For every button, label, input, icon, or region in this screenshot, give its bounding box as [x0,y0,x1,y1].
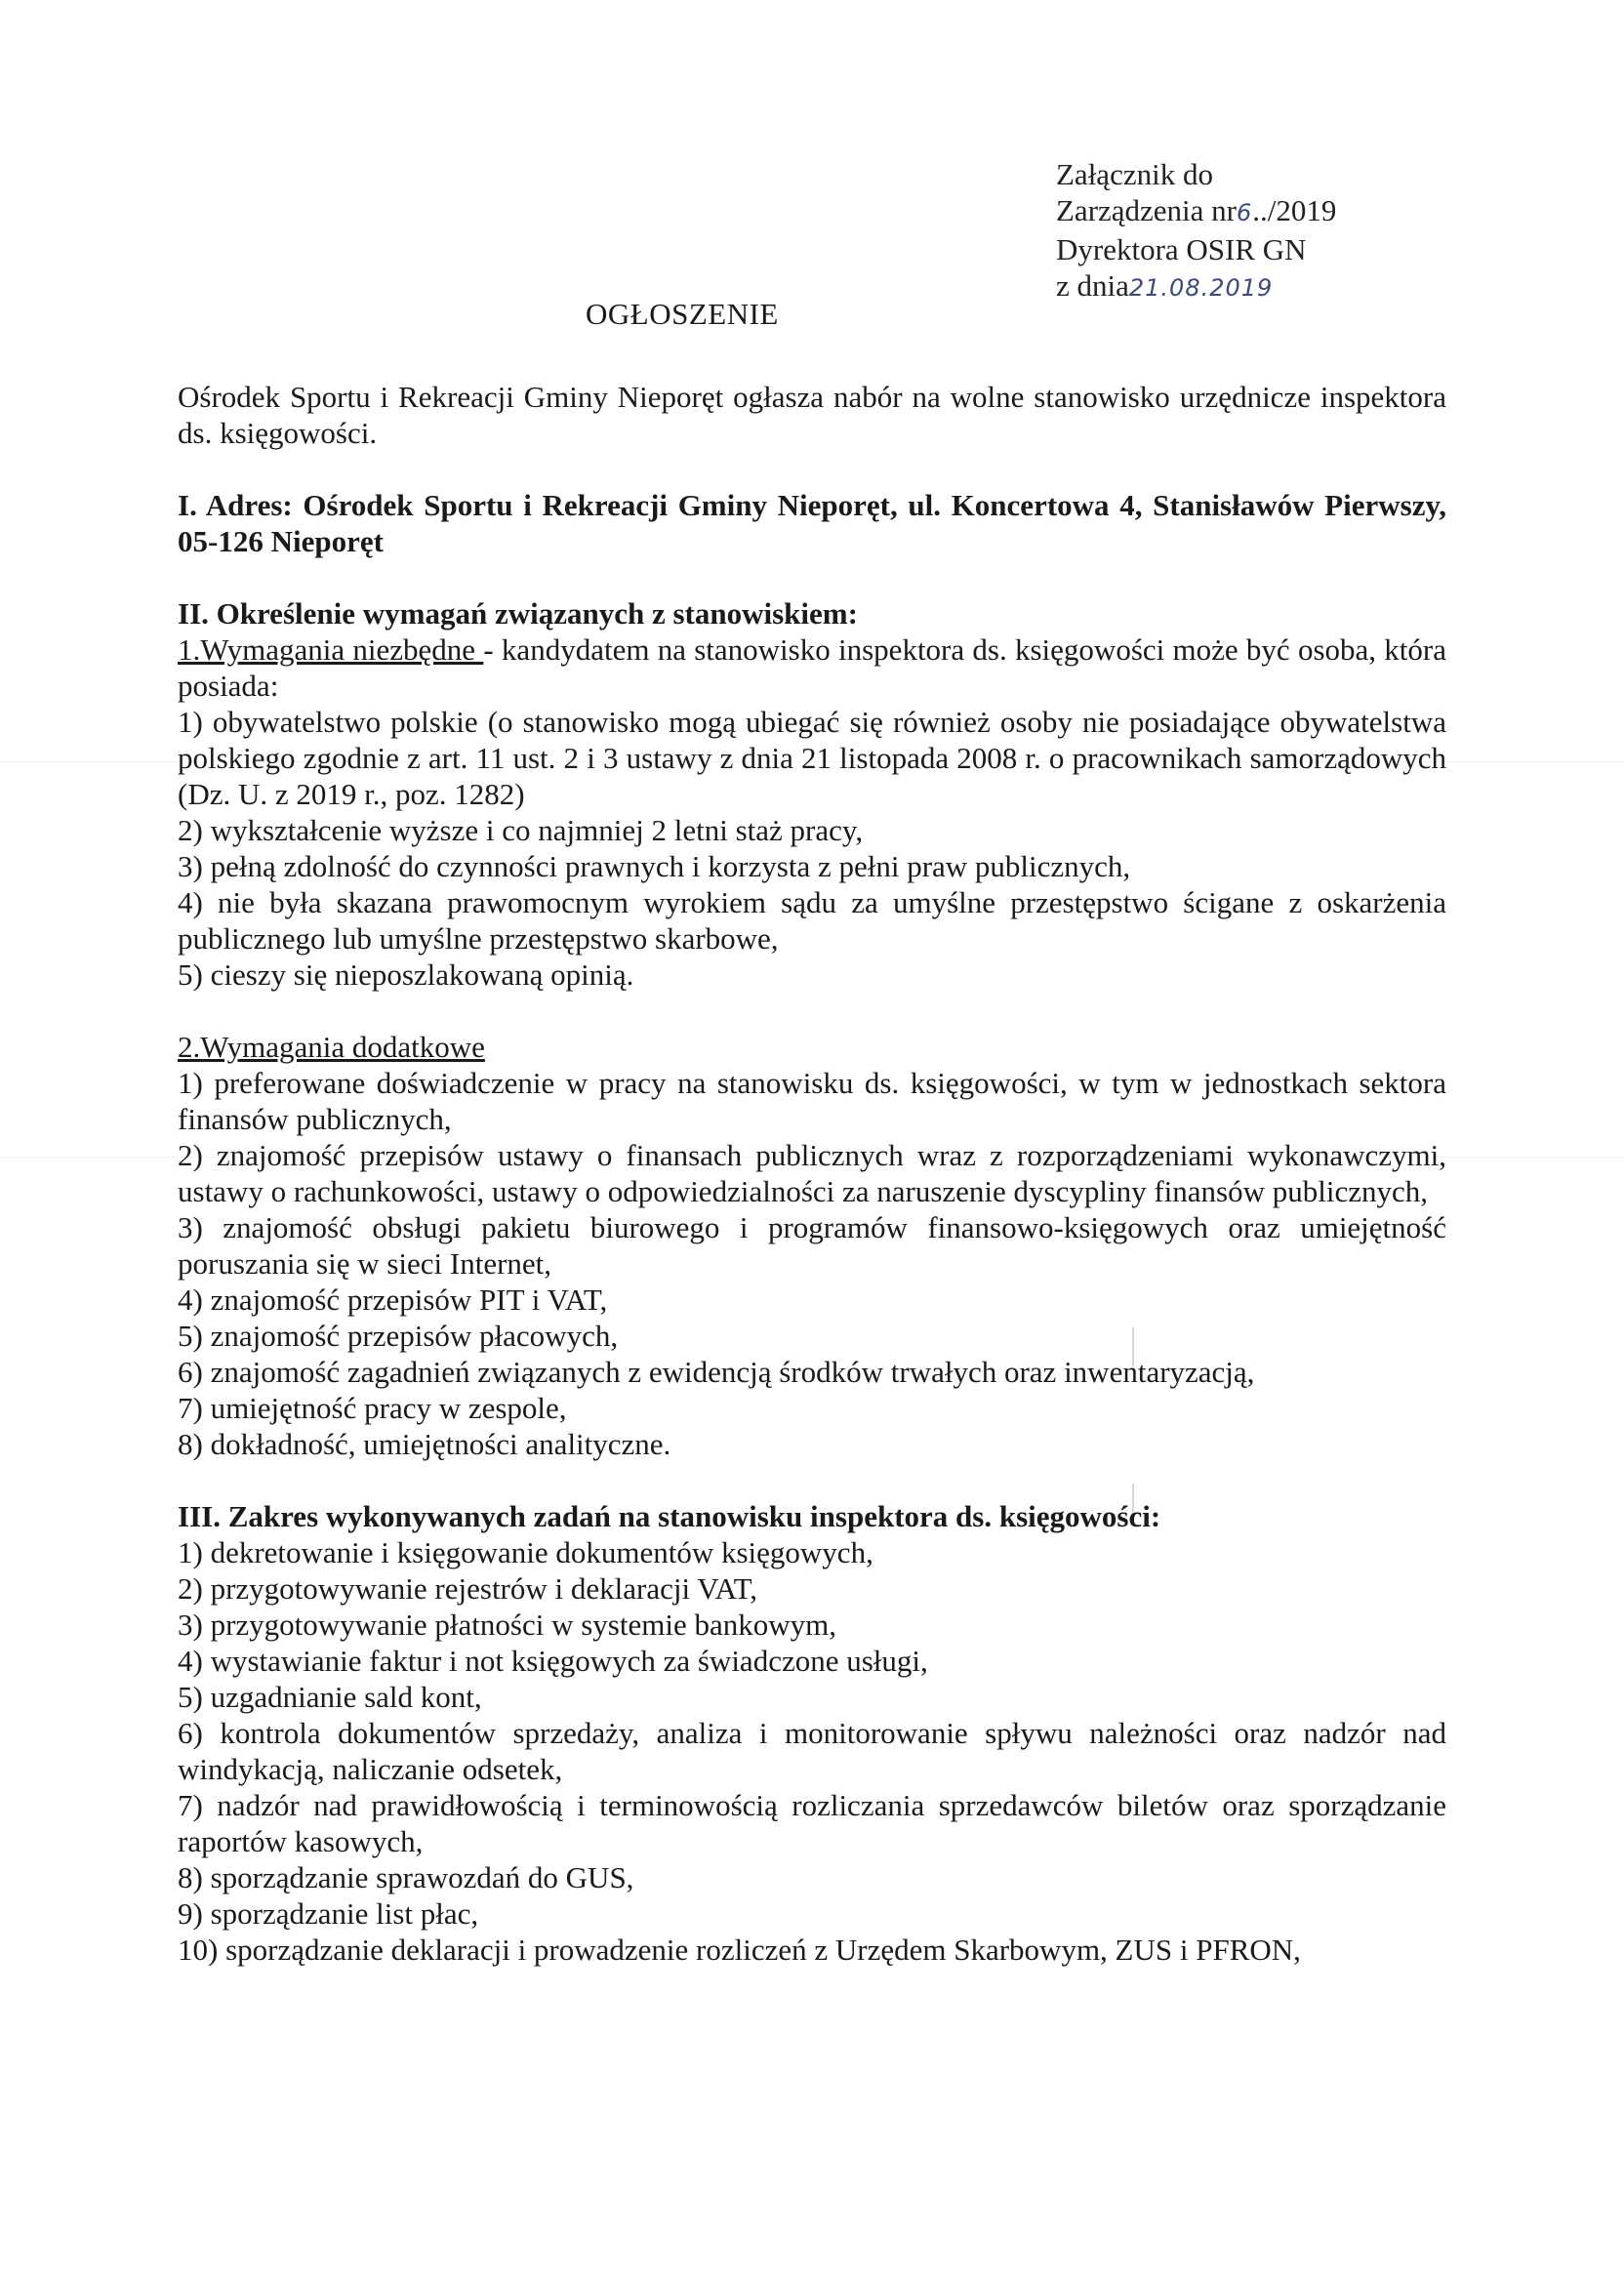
list-item: 2) wykształcenie wyższe i co najmniej 2 letni staż pracy, [178,813,864,847]
attachment-line-3: Dyrektora OSIR GN [1056,232,1307,266]
list-item: 6) kontrola dokumentów sprzedaży, analiza i monitorowanie spływu należności oraz nadzór nad windykacją, naliczanie odsetek, [178,1716,1446,1786]
section-2-heading: II. Określenie wymagań związanych z stanowiskiem: [178,596,858,631]
list-item: 3) przygotowywanie płatności w systemie bankowym, [178,1608,836,1642]
list-item: 5) uzgadnianie sald kont, [178,1680,482,1714]
list-item: 5) cieszy się nieposzlakowaną opinią. [178,957,634,992]
attachment-note [1056,156,1336,306]
list-item: 6) znajomość zagadnień związanych z ewidencją środków trwałych oraz inwentaryzacją, [178,1355,1255,1389]
list-item: 4) nie była skazana prawomocnym wyrokiem sądu za umyślne przestępstwo ścigane z oskarżenia publicznego lub umyślne przestępstwo skarbowe, [178,885,1446,956]
list-item: 3) znajomość obsługi pakietu biurowego i programów finansowo-księgowych oraz umiejętność poruszania się w sieci Internet, [178,1210,1446,1281]
list-item: 2) znajomość przepisów ustawy o finansach publicznych wraz z rozporządzeniami wykonawczymi, ustawy o rachunkowości, ustawy o odpowiedzialności za naruszenie dyscypliny finansów publicznych, [178,1138,1446,1208]
document-body [178,379,1446,1968]
section-1-address: I. Adres: Ośrodek Sportu i Rekreacji Gminy Nieporęt, ul. Koncertowa 4, Stanisławów Pierwszy, 05-126 Nieporęt [178,488,1446,558]
list-item: 4) znajomość przepisów PIT i VAT, [178,1282,608,1317]
list-item: 9) sporządzanie list płac, [178,1896,479,1931]
additional-label: 2.Wymagania dodatkowe [178,1030,485,1064]
list-item: 3) pełną zdolność do czynności prawnych i korzysta z pełni praw publicznych, [178,849,1131,883]
list-item: 1) dekretowanie i księgowanie dokumentów księgowych, [178,1535,873,1569]
list-item: 8) sporządzanie sprawozdań do GUS, [178,1860,634,1894]
list-item: 1) obywatelstwo polskie (o stanowisko mogą ubiegać się również osoby nie posiadające obywatelstwa polskiego zgodnie z art. 11 ust. 2 i 3 ustawy z dnia 21 listopada 2008 r. o pracownikach samorządowych (Dz. U. z 2019 r., poz. 1282) [178,705,1446,811]
required-intro [178,631,1446,704]
list-item: 1) preferowane doświadczenie w pracy na stanowisku ds. księgowości, w tym w jednostkach sektora finansów publicznych, [178,1066,1446,1136]
attachment-order-year: ../2019 [1252,193,1337,227]
document-title: OGŁOSZENIE [586,297,779,331]
list-item: 7) nadzór nad prawidłowością i terminowością rozliczania sprzedawców biletów oraz sporządzanie raportów kasowych, [178,1788,1446,1858]
attachment-line-4 [1056,267,1336,306]
attachment-line-2 [1056,192,1336,231]
section-3-heading: III. Zakres wykonywanych zadań na stanowisku inspektora ds. księgowości: [178,1499,1161,1533]
list-item: 10) sporządzanie deklaracji i prowadzenie rozliczeń z Urzędem Skarbowym, ZUS i PFRON, [178,1933,1301,1967]
list-item: 7) umiejętność pracy w zespole, [178,1391,567,1425]
handwritten-date: 21.08.2019 [1128,274,1274,302]
list-item: 5) znajomość przepisów płacowych, [178,1319,619,1353]
list-item: 8) dokładność, umiejętności analityczne. [178,1427,671,1461]
list-item: 4) wystawianie faktur i not księgowych za świadczone usługi, [178,1644,928,1678]
required-label: 1.Wymagania niezbędne [178,632,484,667]
attachment-date-label: z dnia [1056,268,1129,303]
handwritten-order-number: 6 [1237,199,1253,226]
intro-paragraph: Ośrodek Sportu i Rekreacji Gminy Nieporęt ogłasza nabór na wolne stanowisko urzędnicze inspektora ds. księgowości. [178,380,1446,450]
attachment-line-1: Załącznik do [1056,157,1213,191]
required-intro-text: - kandydatem na stanowisko inspektora ds. księgowości może być osoba, która posiada: [178,632,1446,703]
attachment-order-label: Zarządzenia nr [1056,193,1238,227]
list-item: 2) przygotowywanie rejestrów i deklaracji VAT, [178,1571,757,1606]
